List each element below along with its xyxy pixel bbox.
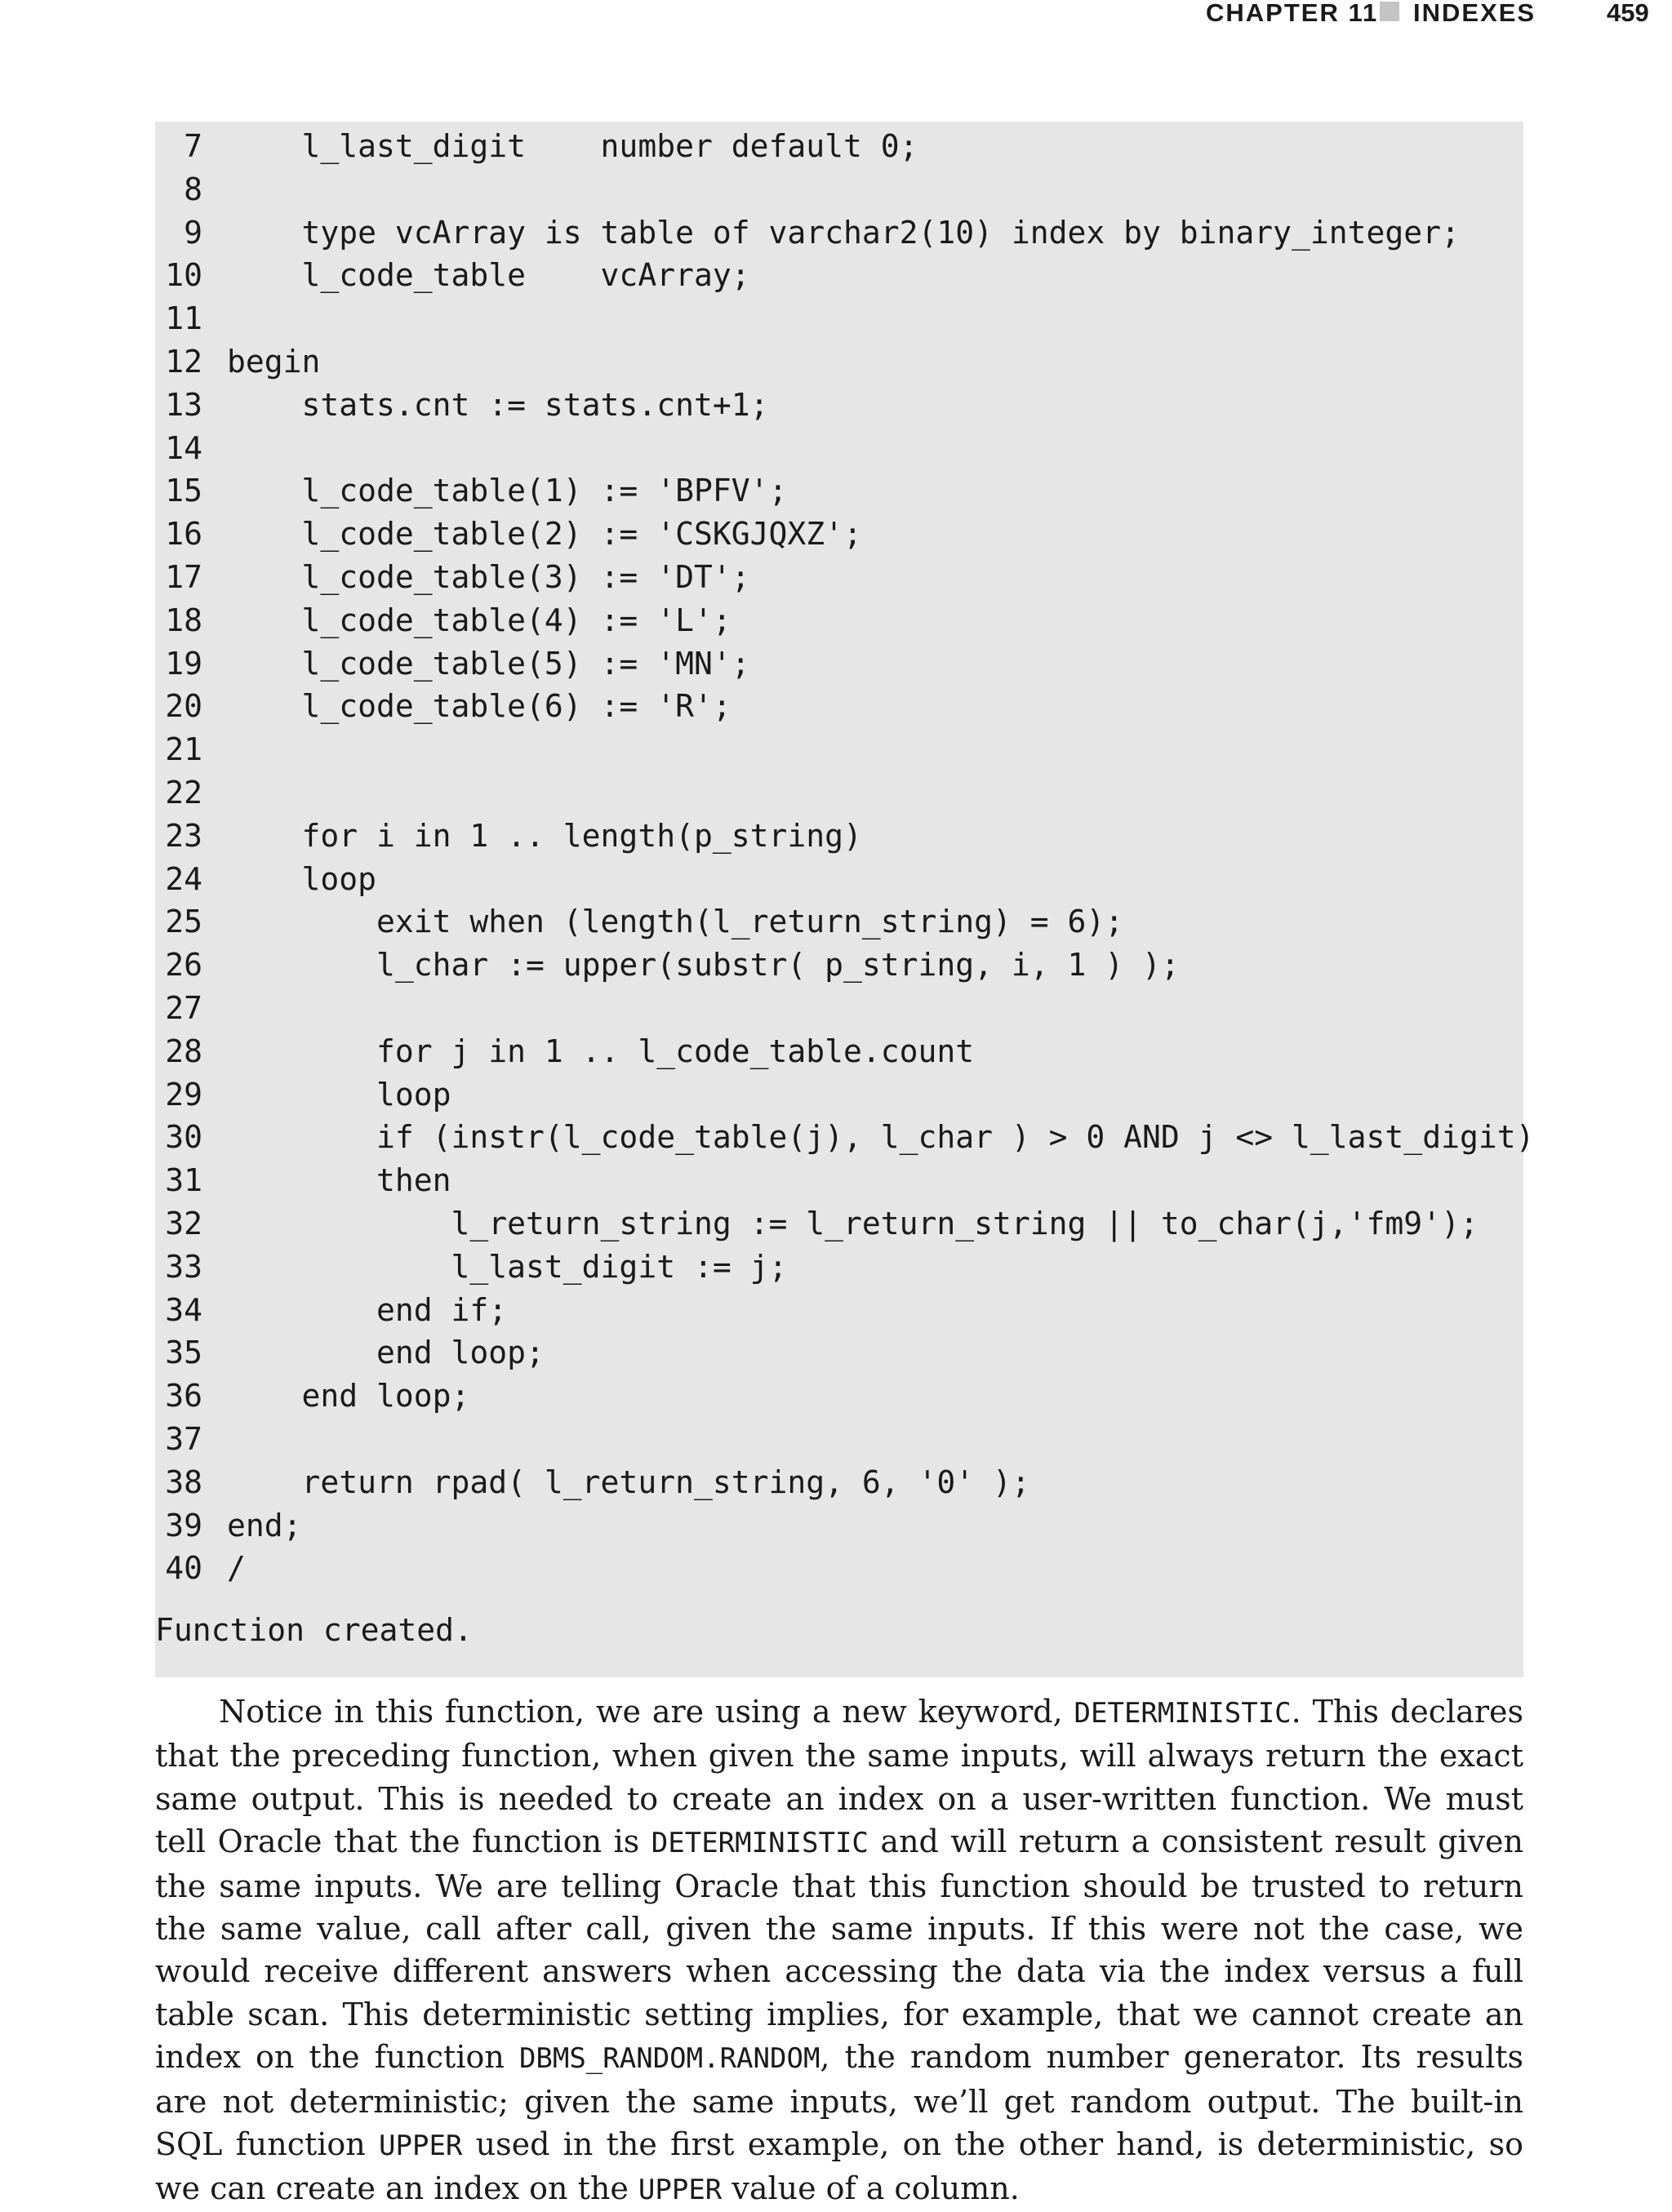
line-number: 30 (165, 1119, 202, 1156)
code-lines (155, 125, 1535, 1590)
code-listing (155, 122, 1535, 1677)
code-text: l_code_table(3) := 'DT'; (227, 558, 750, 595)
code-line (155, 427, 1523, 470)
code-text (227, 1418, 1523, 1461)
code-text: end loop; (227, 1378, 470, 1415)
code-line (155, 599, 1523, 642)
code-text: l_code_table vcArray; (227, 257, 750, 294)
code-line (155, 987, 1523, 1030)
chapter-label: CHAPTER 11 (1206, 0, 1379, 27)
code-text: if (instr(l_code_table(j), l_char ) > 0 AND j <> l_last_digit) (227, 1119, 1535, 1156)
line-number-gap (202, 340, 227, 384)
line-number: 8 (184, 171, 202, 207)
code-text: l_code_table(1) := 'BPFV'; (227, 473, 788, 509)
code-line (155, 944, 1523, 987)
code-line (155, 340, 1523, 384)
line-number-gap (202, 254, 227, 297)
line-number-gap (202, 1289, 227, 1332)
line-number-gap (202, 1547, 227, 1590)
line-number: 24 (165, 860, 202, 897)
code-text: l_last_digit := j; (227, 1248, 788, 1285)
code-line (155, 1246, 1523, 1289)
line-number-gap (202, 168, 227, 211)
line-number-gap (202, 1504, 227, 1548)
line-number-gap (202, 599, 227, 642)
code-text: for j in 1 .. l_code_table.count (227, 1033, 975, 1069)
code-line (155, 1461, 1523, 1504)
line-number: 26 (165, 947, 202, 984)
code-text: l_code_table(2) := 'CSKGJQXZ'; (227, 516, 862, 553)
line-number-gap (202, 1202, 227, 1246)
code-text: end loop; (227, 1335, 545, 1371)
code-text: type vcArray is table of varchar2(10) index by binary_integer; (227, 214, 1460, 251)
code-text: then (227, 1162, 451, 1199)
code-line (155, 469, 1523, 513)
code-line (155, 556, 1523, 599)
line-number-gap (202, 513, 227, 556)
code-line (155, 168, 1523, 211)
line-number-gap (202, 1418, 227, 1461)
code-text (227, 297, 1523, 340)
line-number-gap (202, 900, 227, 944)
line-number: 32 (165, 1205, 202, 1241)
line-number: 20 (165, 688, 202, 725)
running-head (0, 0, 1672, 36)
inline-code: UPPER (379, 2130, 463, 2163)
code-text: l_char := upper(substr( p_string, i, 1 ) ); (227, 947, 1180, 984)
line-number: 11 (165, 300, 202, 337)
line-number: 7 (184, 128, 202, 164)
code-line (155, 1504, 1523, 1548)
line-number: 21 (165, 731, 202, 768)
code-text: end if; (227, 1291, 508, 1328)
code-text: return rpad( l_return_string, 6, '0' ); (227, 1464, 1030, 1500)
line-number: 38 (165, 1464, 202, 1500)
code-line (155, 513, 1523, 556)
code-text: l_code_table(6) := 'R'; (227, 688, 732, 725)
separator-square-icon (1380, 2, 1399, 21)
line-number: 17 (165, 558, 202, 595)
line-number-gap (202, 1461, 227, 1504)
code-line (155, 1375, 1523, 1418)
code-text (227, 771, 1523, 815)
line-number-gap (202, 771, 227, 815)
code-text (227, 987, 1523, 1030)
code-text: l_last_digit number default 0; (227, 128, 918, 164)
paragraph-text: value of a column. (722, 2170, 1020, 2207)
code-line (155, 125, 1523, 168)
line-number: 35 (165, 1335, 202, 1371)
line-number-gap (202, 125, 227, 168)
code-text: l_code_table(5) := 'MN'; (227, 645, 750, 682)
body-paragraph (155, 1690, 1523, 2212)
line-number-gap (202, 685, 227, 728)
line-number: 40 (165, 1550, 202, 1587)
line-number: 9 (184, 214, 202, 251)
paragraph-text: . This declares that the preceding function, when given the same inputs, will always return the exact same output. This is needed to create an index on a user-written function. We must tell Oracle that the function is (155, 1694, 1523, 1860)
code-line (155, 642, 1523, 686)
code-text: end; (227, 1507, 302, 1544)
code-text (227, 168, 1523, 211)
code-line (155, 211, 1523, 255)
line-number: 25 (165, 904, 202, 940)
line-number: 29 (165, 1076, 202, 1113)
line-number-gap (202, 1030, 227, 1073)
section-label: INDEXES (1413, 0, 1536, 27)
code-line (155, 815, 1523, 858)
code-text (227, 728, 1523, 771)
line-number: 22 (165, 774, 202, 811)
code-line (155, 1418, 1523, 1461)
line-number-gap (202, 211, 227, 255)
paragraph-text: , the random number generator. Its results are not deterministic; given the same inputs, we’ll get random output. The built-in SQL function (155, 2039, 1523, 2163)
line-number: 36 (165, 1378, 202, 1415)
code-text (227, 427, 1523, 470)
inline-code: DETERMINISTIC (651, 1827, 869, 1860)
inline-code: DBMS_RANDOM.RANDOM (518, 2042, 820, 2076)
line-number-gap (202, 815, 227, 858)
line-number-gap (202, 384, 227, 427)
line-number: 19 (165, 645, 202, 682)
line-number-gap (202, 297, 227, 340)
code-line (155, 728, 1523, 771)
line-number: 39 (165, 1507, 202, 1544)
line-number: 12 (165, 343, 202, 380)
line-number-gap (202, 1116, 227, 1159)
line-number-gap (202, 642, 227, 686)
line-number: 23 (165, 817, 202, 854)
line-number: 15 (165, 473, 202, 509)
line-number-gap (202, 1159, 227, 1202)
code-line (155, 1331, 1523, 1375)
line-number-gap (202, 1375, 227, 1418)
code-text: begin (227, 343, 321, 380)
code-text: for i in 1 .. length(p_string) (227, 817, 862, 854)
line-number-gap (202, 728, 227, 771)
line-number-gap (202, 858, 227, 901)
paragraph-text: and will return a consistent result given the same inputs. We are telling Oracle that this function should be trusted to return the same value, call after call, given the same inputs. If this were not the case, we would receive different answers when accessing the data via the index versus a full table scan. This deterministic setting implies, for example, that we cannot create an index on the function (155, 1823, 1523, 2076)
code-line (155, 1547, 1523, 1590)
paragraph-text: used in the first example, on the other hand, is deterministic, so we can create an index on the (155, 2126, 1523, 2207)
line-number: 14 (165, 429, 202, 466)
line-number-gap (202, 1246, 227, 1289)
code-line (155, 1030, 1523, 1073)
line-number-gap (202, 469, 227, 513)
code-line (155, 297, 1523, 340)
line-number: 33 (165, 1248, 202, 1285)
line-number-gap (202, 987, 227, 1030)
page-number: 459 (1607, 0, 1649, 27)
code-text: exit when (length(l_return_string) = 6); (227, 904, 1124, 940)
code-text: loop (227, 1076, 451, 1113)
code-line (155, 900, 1523, 944)
line-number: 37 (165, 1420, 202, 1457)
code-text: stats.cnt := stats.cnt+1; (227, 386, 769, 423)
code-line (155, 858, 1523, 901)
line-number: 13 (165, 386, 202, 423)
line-number: 34 (165, 1291, 202, 1328)
paragraph-text: Notice in this function, we are using a new keyword, (219, 1694, 1074, 1730)
line-number-gap (202, 556, 227, 599)
code-line (155, 1289, 1523, 1332)
code-line (155, 1159, 1523, 1202)
line-number: 16 (165, 516, 202, 553)
code-line (155, 384, 1523, 427)
line-number: 27 (165, 989, 202, 1026)
code-line (155, 1116, 1535, 1159)
inline-code: UPPER (638, 2174, 723, 2207)
code-text: l_code_table(4) := 'L'; (227, 602, 732, 638)
code-text: loop (227, 860, 377, 897)
line-number: 31 (165, 1162, 202, 1199)
line-number: 28 (165, 1033, 202, 1069)
code-line (155, 771, 1523, 815)
code-line (155, 685, 1523, 728)
line-number: 18 (165, 602, 202, 638)
code-line (155, 254, 1523, 297)
inline-code: DETERMINISTIC (1074, 1697, 1292, 1730)
line-number-gap (202, 427, 227, 470)
code-result-text: Function created. (155, 1612, 473, 1648)
code-line (155, 1073, 1523, 1117)
line-number-gap (202, 944, 227, 987)
code-text: / (227, 1550, 246, 1587)
code-text: l_return_string := l_return_string || to_char(j,'fm9'); (227, 1205, 1479, 1241)
line-number-gap (202, 1073, 227, 1117)
code-line (155, 1202, 1523, 1246)
line-number-gap (202, 1331, 227, 1375)
line-number: 10 (165, 257, 202, 294)
